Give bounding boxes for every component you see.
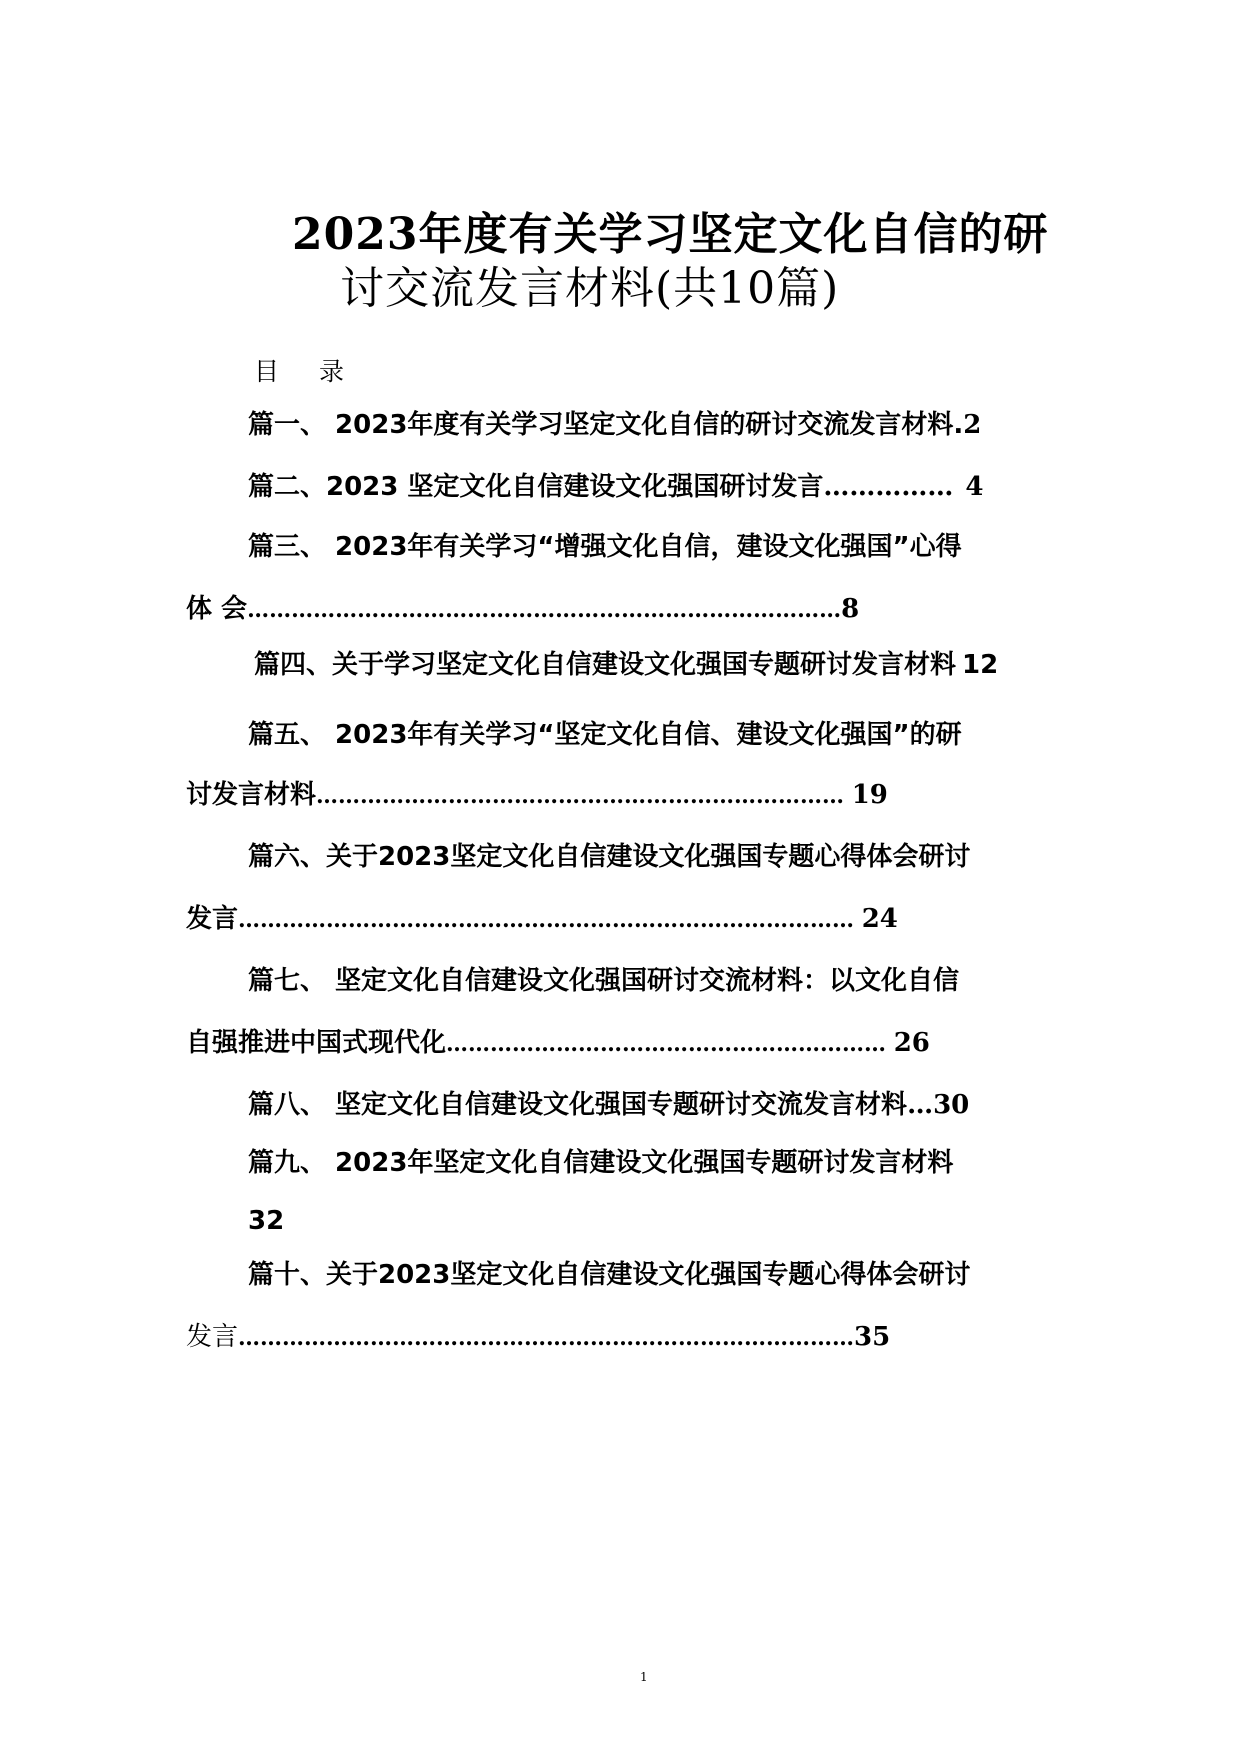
toc-entry-10-continued[interactable] (186, 1324, 890, 1350)
toc-entry-4-page: 12 (962, 650, 999, 680)
toc-entry-8-leader: … (907, 1090, 934, 1120)
toc-entry-9-continued[interactable] (248, 1208, 284, 1234)
toc-entry-5-page: 19 (851, 780, 888, 810)
toc-entry-4-label: 篇四、关于学习坚定文化自信建设文化强国专题研讨发言材料 (254, 650, 957, 680)
toc-heading-char-1: 目 (254, 357, 280, 386)
toc-entry-2-label: 篇二、2023 坚定文化自信建设文化强国研讨发言 (248, 472, 824, 502)
toc-entry-4[interactable] (254, 652, 998, 678)
toc-entry-7-continued[interactable] (186, 1030, 930, 1056)
toc-entry-8-page: 30 (933, 1090, 970, 1120)
toc-entry-1-page: 2 (963, 410, 982, 440)
toc-entry-2-leader: …………… (823, 472, 954, 502)
document-title-line-2: 讨交流发言材料(共10篇) (340, 263, 840, 314)
toc-entry-9-page: 32 (248, 1206, 285, 1236)
toc-entry-1-label: 篇一、 2023年度有关学习坚定文化自信的研讨交流发言材料. (248, 410, 964, 440)
toc-entry-7-label: 篇七、 坚定文化自信建设文化强国研讨交流材料：以文化自信 (248, 966, 960, 996)
toc-entry-5-leader: ……………………………………………………………… (316, 783, 852, 809)
toc-entry-6[interactable] (248, 844, 970, 870)
toc-entry-10-label: 篇十、关于2023坚定文化自信建设文化强国专题心得体会研讨 (248, 1260, 971, 1290)
toc-entry-5-label: 篇五、 2023年有关学习“坚定文化自信、建设文化强国”的研 (248, 720, 962, 750)
toc-entry-6-cont: 发言 (186, 904, 239, 934)
toc-entry-3-leader: ……………………………………………………………………… (247, 597, 842, 623)
toc-entry-10-cont: 发言 (186, 1322, 239, 1352)
document-title-line-1: 2023年度有关学习坚定文化自信的研 (292, 209, 1049, 260)
toc-entry-5-continued[interactable] (186, 782, 888, 808)
toc-entry-3-cont: 体 会 (186, 594, 248, 624)
toc-entry-6-leader: ………………………………………………………………………… (238, 907, 862, 933)
toc-entry-5[interactable] (248, 722, 962, 748)
toc-entry-10[interactable] (248, 1262, 970, 1288)
toc-entry-10-page: 35 (854, 1322, 891, 1352)
toc-entry-2-page: 4 (965, 472, 984, 502)
toc-entry-6-label: 篇六、关于2023坚定文化自信建设文化强国专题心得体会研讨 (248, 842, 971, 872)
toc-entry-8-label: 篇八、 坚定文化自信建设文化强国专题研讨交流发言材料 (248, 1090, 908, 1120)
toc-entry-7-leader: …………………………………………………… (446, 1031, 894, 1057)
toc-entry-9-label: 篇九、 2023年坚定文化自信建设文化强国专题研讨发言材料 (248, 1148, 954, 1178)
toc-entry-6-page: 24 (861, 904, 898, 934)
toc-entry-3-label: 篇三、 2023年有关学习“增强文化自信，建设文化强国”心得 (248, 532, 962, 562)
toc-entry-9[interactable] (248, 1150, 953, 1176)
toc-entry-5-cont: 讨发言材料 (186, 780, 317, 810)
toc-entry-7[interactable] (248, 968, 959, 994)
toc-entry-6-continued[interactable] (186, 906, 898, 932)
toc-entry-1[interactable] (248, 412, 981, 438)
toc-entry-10-leader: ………………………………………………………………………… (238, 1325, 855, 1351)
page-number-footer: 1 (640, 1670, 648, 1684)
toc-heading-char-2: 录 (319, 357, 345, 386)
toc-entry-3[interactable] (248, 534, 962, 560)
toc-entry-2[interactable] (248, 474, 984, 500)
toc-heading (254, 352, 344, 388)
toc-entry-8[interactable] (248, 1092, 969, 1118)
toc-entry-7-cont: 自强推进中国式现代化 (186, 1028, 447, 1058)
toc-entry-3-page: 8 (841, 594, 860, 624)
toc-entry-7-page: 26 (893, 1028, 930, 1058)
toc-entry-3-continued[interactable] (186, 596, 859, 622)
